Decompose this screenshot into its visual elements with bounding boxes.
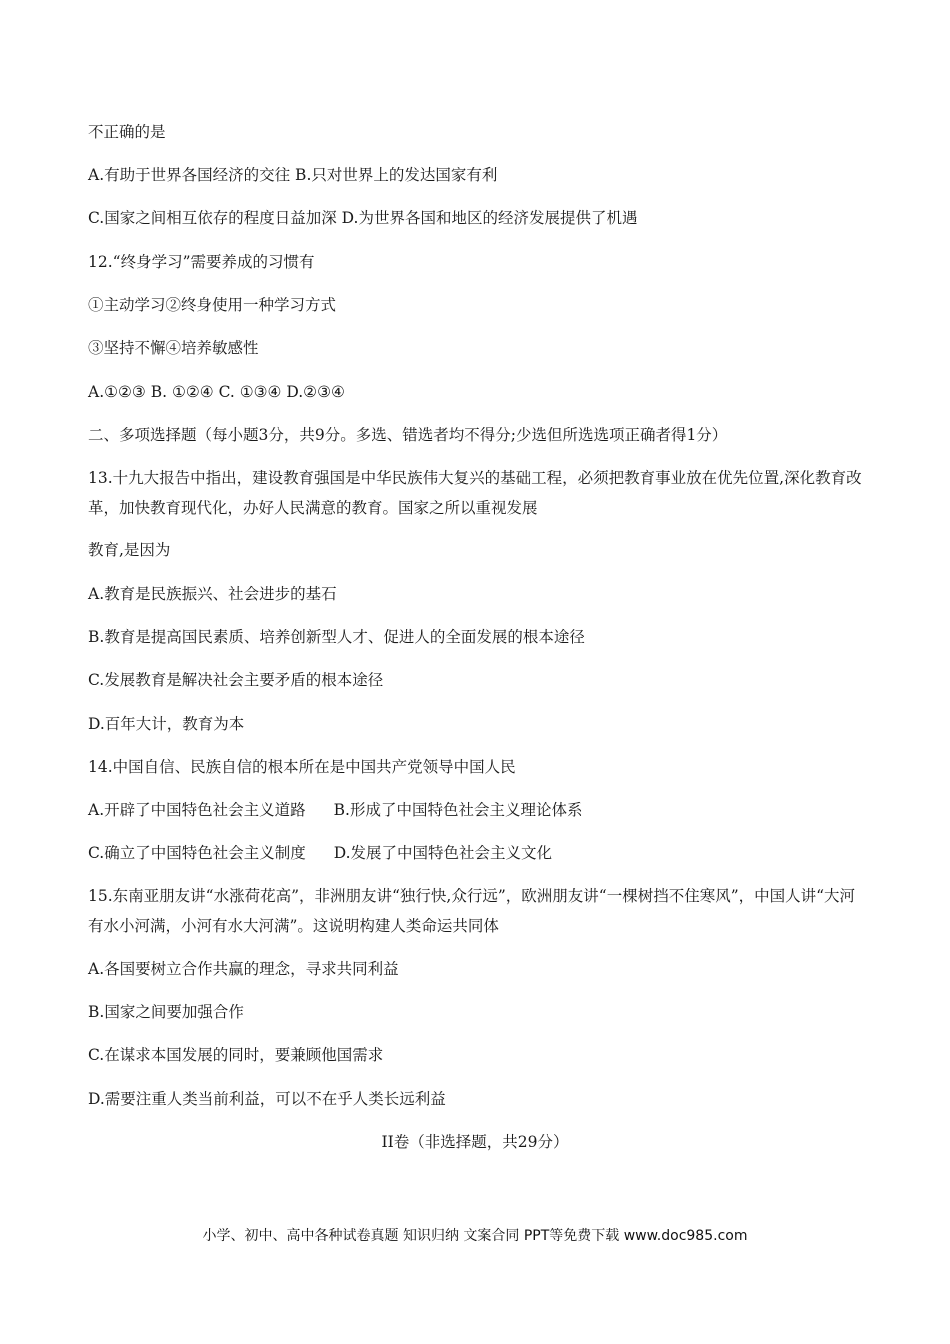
- q14-stem: 14.中国自信、民族自信的根本所在是中国共产党领导中国人民: [88, 758, 516, 776]
- q11-options-cd: C.国家之间相互依存的程度日益加深 D.为世界各国和地区的经济发展提供了机遇: [88, 209, 638, 227]
- q12-stem: 12.“终身学习”需要养成的习惯有: [88, 253, 315, 271]
- q13-option-b: B.教育是提高国民素质、培养创新型人才、促进人的全面发展的根本途径: [88, 628, 585, 646]
- q14-option-d: D.发展了中国特色社会主义文化: [333, 844, 553, 862]
- q13-stem: 13.十九大报告中指出，建设教育强国是中华民族伟大复兴的基础工程，必须把教育事业放在优先位置,深化教育改革，加快教育现代化，办好人民满意的教育。国家之所以重视发展: [88, 469, 862, 517]
- q11-options-ab: A.有助于世界各国经济的交往 B.只对世界上的发达国家有利: [88, 166, 498, 184]
- q12-items-2: ③坚持不懈④培养敏感性: [88, 339, 259, 357]
- q15-option-b: B.国家之间要加强合作: [88, 1003, 244, 1021]
- q15-option-a: A.各国要树立合作共赢的理念，寻求共同利益: [88, 960, 399, 978]
- footer-watermark: 小学、初中、高中各种试卷真题 知识归纳 文案合同 PPT等免费下载 www.doc985.com: [202, 1228, 748, 1244]
- q14-option-a: A.开辟了中国特色社会主义道路: [88, 801, 306, 819]
- q14-option-b: B.形成了中国特色社会主义理论体系: [333, 801, 583, 819]
- q14-option-c: C.确立了中国特色社会主义制度: [88, 844, 306, 862]
- q13-option-d: D.百年大计，教育为本: [88, 715, 245, 733]
- section-2-heading: 二、多项选择题（每小题3分，共9分。多选、错选者均不得分;少选但所选选项正确者得1分）: [88, 426, 728, 444]
- q11-stem-tail: 不正确的是: [88, 123, 166, 141]
- q13-stem-tail: 教育,是因为: [88, 541, 171, 559]
- q12-items-1: ①主动学习②终身使用一种学习方式: [88, 296, 337, 314]
- part-2-heading: II卷（非选择题，共29分）: [381, 1133, 569, 1151]
- q15-option-c: C.在谋求本国发展的同时，要兼顾他国需求: [88, 1046, 384, 1064]
- q15-option-d: D.需要注重人类当前利益，可以不在乎人类长远利益: [88, 1090, 446, 1108]
- q14-options-ab: [88, 799, 582, 821]
- q12-options: A.①②③ B. ①②④ C. ①③④ D.②③④: [88, 383, 345, 401]
- q15-stem: 15.东南亚朋友讲“水涨荷花高”，非洲朋友讲“独行快,众行远”，欧洲朋友讲“一棵树挡不住寒风”，中国人讲“大河有水小河满，小河有水大河满”。这说明构建人类命运共同体: [88, 887, 856, 935]
- q14-options-cd: [88, 842, 552, 864]
- q13-option-c: C.发展教育是解决社会主要矛盾的根本途径: [88, 671, 384, 689]
- q13-option-a: A.教育是民族振兴、社会进步的基石: [88, 585, 337, 603]
